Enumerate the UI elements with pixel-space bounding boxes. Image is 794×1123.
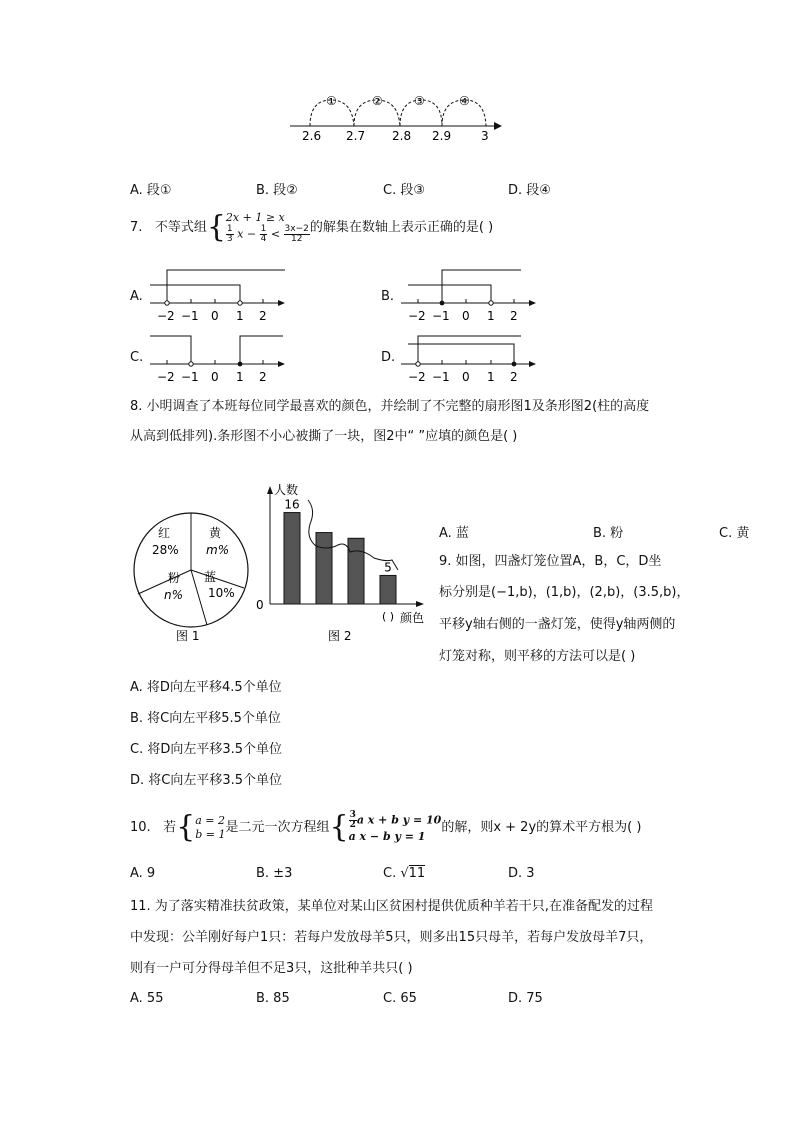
bar xyxy=(316,533,332,604)
q7-option-b-label: B. xyxy=(381,289,395,304)
question-7-stem xyxy=(130,208,493,248)
pie-label-pink: 粉 xyxy=(168,571,181,585)
tick-label: 2.7 xyxy=(346,129,366,142)
q7-option-a-number-line xyxy=(145,265,290,325)
tick-label: −2 xyxy=(157,370,175,384)
question-9-line-2: 标分别是(−1,b)，(1,b)，(2,b)，(3.5,b)， xyxy=(439,585,690,600)
q6-option-a: A. 段① xyxy=(130,183,172,198)
tick-label: 0 xyxy=(211,370,219,384)
tick-label: 2 xyxy=(510,309,518,323)
bar-data-label: 5 xyxy=(384,560,392,575)
sqrt-sign: √ xyxy=(400,866,409,881)
q7-option-a-label: A. xyxy=(130,289,143,304)
bar xyxy=(284,513,300,604)
inequality-row-2: $\frac{1}{3}$ x − $\frac{1}{4}$ < $\frac{3x-2}{12}$ xyxy=(226,224,309,244)
pie-value-red: 28% xyxy=(152,543,179,557)
q11-option-a: A. 55 xyxy=(130,991,164,1006)
tick-label: 2 xyxy=(259,370,267,384)
bar xyxy=(380,575,396,604)
tick-label: 2.8 xyxy=(392,129,412,142)
question-11-line-2: 中发现：公羊刚好每户1只：若每户发放母羊5只，则多出15只母羊，若每户发放母羊7只， xyxy=(130,930,653,945)
y-axis-label: 人数 xyxy=(274,483,299,497)
left-brace: { xyxy=(176,809,196,845)
tick-label: 1 xyxy=(236,370,244,384)
pie-chart-figure-1 xyxy=(130,508,255,648)
pie-label-blue: 蓝 xyxy=(204,570,217,584)
segment-label-2: ② xyxy=(372,94,383,108)
tick-label: 2.9 xyxy=(432,129,452,142)
question-9-line-3: 平移y轴右侧的一盏灯笼，使得y轴两侧的 xyxy=(439,617,676,632)
sqrt-radicand: 11 xyxy=(408,866,426,881)
question-11-line-1: 11. 为了落实精准扶贫政策，某单位对某山区贫困村提供优质种羊若干只,在准备配发的过程 xyxy=(130,899,653,914)
pie-value-blue: 10% xyxy=(208,586,235,600)
q7-option-b-number-line xyxy=(396,265,541,325)
bar xyxy=(348,538,364,604)
q11-option-c: C. 65 xyxy=(383,991,417,1006)
segment-label-1: ① xyxy=(326,94,337,108)
q7-option-c-label: C. xyxy=(130,350,144,365)
question-number: 7. xyxy=(130,220,143,235)
q10-option-c: C. √11 xyxy=(383,866,426,881)
inequality-system xyxy=(226,211,310,244)
q9-option-d: D. 将C向左平移3.5个单位 xyxy=(130,773,283,788)
question-11-line-3: 则有一户可分得母羊但不足3只，这批种羊共只( ) xyxy=(130,961,413,976)
question-10-stem xyxy=(130,808,641,848)
tick-label: 0 xyxy=(462,370,470,384)
question-9-line-1: 9. 如图，四盏灯笼位置A，B，C，D坐 xyxy=(439,554,662,569)
q9-option-a: A. 将D向左平移4.5个单位 xyxy=(130,680,282,695)
inequality-row-1: 2x + 1 ≥ x xyxy=(225,211,285,224)
fraction: $\frac{1}{3}$ xyxy=(226,224,233,244)
segment-label-3: ③ xyxy=(414,94,425,108)
pie-value-yellow: m% xyxy=(206,543,230,557)
q7-post: 的解集在数轴上表示正确的是( ) xyxy=(309,220,494,235)
q10-mid: 是二元一次方程组 xyxy=(225,820,330,835)
pie-label-red: 红 xyxy=(158,526,171,540)
tick-label: 3 xyxy=(481,129,489,142)
question-number: 10. xyxy=(130,820,151,835)
q8-option-c: C. 黄 xyxy=(719,526,750,541)
tick-label: 0 xyxy=(462,309,470,323)
fraction: $\frac{3x-2}{12}$ xyxy=(284,224,309,244)
q7-option-d-label: D. xyxy=(381,350,396,365)
tick-label: 0 xyxy=(211,309,219,323)
q11-option-d: D. 75 xyxy=(508,991,543,1006)
q10-option-d: D. 3 xyxy=(508,866,535,881)
q10-pre: 若 xyxy=(163,820,177,835)
left-brace: { xyxy=(206,209,226,245)
tick-label: −1 xyxy=(432,309,450,323)
pie-label-yellow: 黄 xyxy=(209,526,222,540)
question-8-line-1: 8. 小明调查了本班每位同学最喜欢的颜色，并绘制了不完整的扇形图1及条形图2(柱的高度 xyxy=(130,399,650,414)
fraction: $\frac{1}{4}$ xyxy=(260,224,267,244)
q10-option-a: A. 9 xyxy=(130,866,156,881)
q6-option-b: B. 段② xyxy=(256,183,298,198)
q11-option-b: B. 85 xyxy=(256,991,290,1006)
left-brace: { xyxy=(329,809,349,845)
q9-option-c: C. 将D向左平移3.5个单位 xyxy=(130,742,283,757)
bar-data-label: 16 xyxy=(284,497,300,512)
tick-label: 1 xyxy=(487,370,495,384)
segment-number-line-figure xyxy=(280,90,510,142)
q8-option-b: B. 粉 xyxy=(593,526,624,541)
question-8-line-2: 从高到低排列).条形图不小心被撕了一块，图2中“ ”应填的颜色是( ) xyxy=(130,429,518,444)
tick-label: −1 xyxy=(432,370,450,384)
figure-1-caption: 图 1 xyxy=(176,629,200,643)
tick-label: 1 xyxy=(236,309,244,323)
tick-label: −2 xyxy=(408,370,426,384)
x-axis-label: 颜色 xyxy=(400,611,425,625)
q7-option-d-number-line xyxy=(396,326,541,386)
q7-option-c-number-line xyxy=(145,326,290,386)
tick-label: 2.6 xyxy=(302,129,322,142)
solution-row-1: a = 2 xyxy=(195,813,225,827)
tick-label: −1 xyxy=(181,370,199,384)
tick-label: −1 xyxy=(181,309,199,323)
q7-pre: 不等式组 xyxy=(154,220,207,235)
pie-value-pink: n% xyxy=(164,588,184,602)
q10-post: 的解，则x + 2y的算术平方根为( ) xyxy=(441,820,642,835)
q6-option-d: D. 段④ xyxy=(508,183,551,198)
origin-label: 0 xyxy=(256,598,264,612)
equation-row-1: $\frac{3}{2}$ a x + b y = 10 xyxy=(349,810,442,830)
bar-chart-figure-2 xyxy=(250,480,430,650)
bar-category-label: ( ) xyxy=(381,610,395,623)
tick-label: −2 xyxy=(408,309,426,323)
tick-label: 1 xyxy=(487,309,495,323)
equation-row-2: a x − b y = 1 xyxy=(348,830,426,843)
segment-label-4: ④ xyxy=(459,94,470,108)
q8-option-a: A. 蓝 xyxy=(439,526,469,541)
equation-system xyxy=(349,811,442,844)
question-9-line-4: 灯笼对称，则平移的方法可以是( ) xyxy=(439,649,636,664)
solution-row-2: b = 1 xyxy=(195,827,226,841)
q9-option-b: B. 将C向左平移5.5个单位 xyxy=(130,711,281,726)
tick-label: 2 xyxy=(259,309,267,323)
q10-option-b: B. ±3 xyxy=(256,866,293,881)
tick-label: −2 xyxy=(157,309,175,323)
q6-option-c: C. 段③ xyxy=(383,183,425,198)
tick-label: 2 xyxy=(510,370,518,384)
figure-2-caption: 图 2 xyxy=(328,629,352,643)
solution-system xyxy=(195,814,225,842)
